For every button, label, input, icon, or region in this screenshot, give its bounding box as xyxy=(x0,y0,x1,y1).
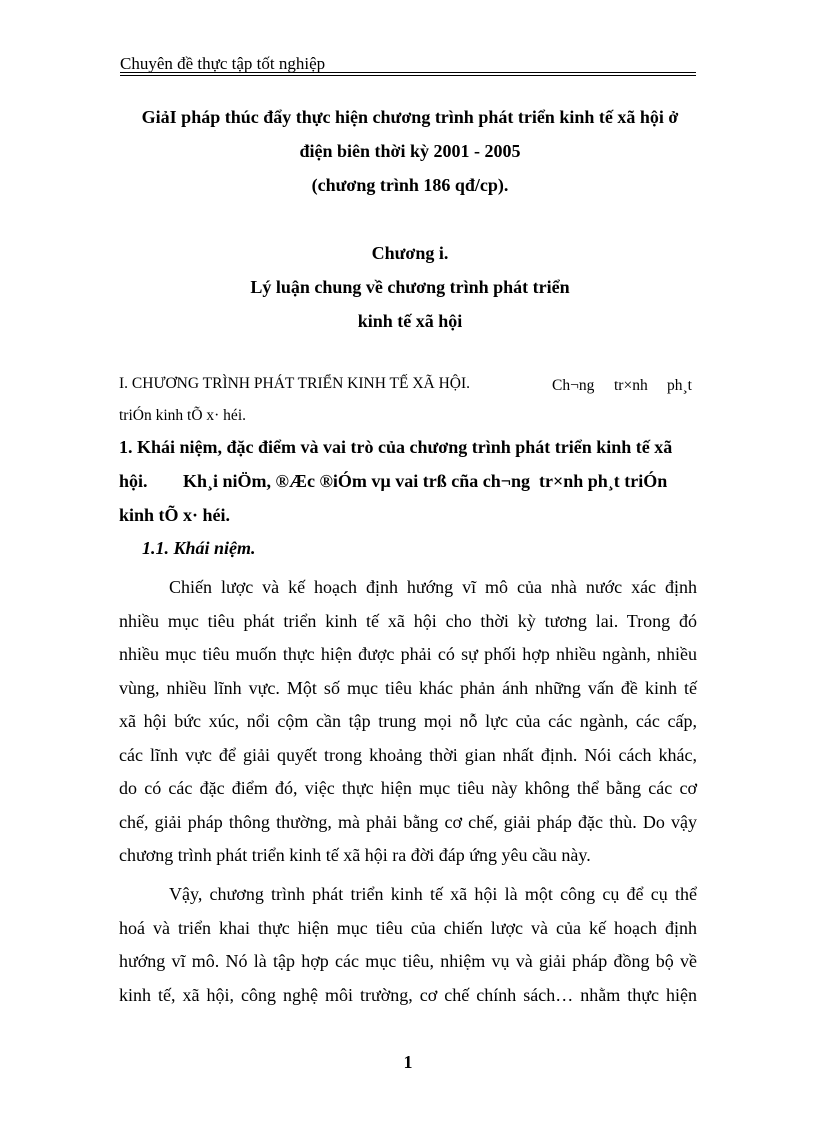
section-heading: I. CHƯƠNG TRÌNH PHÁT TRIỂN KINH TẾ XÃ HỘI. xyxy=(119,375,471,392)
header-rule xyxy=(120,72,696,76)
paragraph-2 xyxy=(119,878,697,1012)
running-header: Chuyên đề thực tập tốt nghiệp xyxy=(120,54,326,73)
paragraph-1-line: nhiều mục tiêu phát triển kinh tế xã hội cho thời kỳ tương lai. Trong đó xyxy=(119,610,697,631)
subsubsection-heading: 1.1. Khái niệm. xyxy=(142,538,256,558)
chapter-title-line-1: Lý luận chung về chương trình phát triển xyxy=(250,277,570,297)
paragraph-2-line: Vậy, chương trình phát triển kinh tế xã hội là một công cụ để cụ thể xyxy=(169,884,697,904)
subsection-heading-line-3: kinh tÕ x· héi. xyxy=(119,505,231,525)
chapter-label: Chương i. xyxy=(371,243,449,263)
paragraph-1-line: nhiều mục tiêu muốn thực hiện được phải có sự phối hợp nhiều ngành, nhiều xyxy=(119,644,697,664)
paragraph-1-line: chương trình phát triển kinh tế xã hội ra đời đáp ứng yêu cầu này. xyxy=(119,845,591,865)
subsection-heading-line-1: 1. Khái niệm, đặc điểm và vai trò của chương trình phát triển kinh tế xã xyxy=(119,437,673,457)
document-title xyxy=(100,100,720,202)
chapter-heading xyxy=(100,236,720,338)
title-line-3: (chương trình 186 qđ/cp). xyxy=(311,175,509,195)
subsection-heading-line-2b: Kh¸i niÖm, ®Æc ®iÓm vµ vai trß cña ch¬ng tr×nh ph¸t triÓn xyxy=(183,471,668,491)
section-garbled-line-2: triÓn kinh tÕ x· héi. xyxy=(119,407,246,424)
paragraph-1-line: Chiến lược và kế hoạch định hướng vĩ mô của nhà nước xác định xyxy=(169,577,697,597)
section-garbled-word-1: Ch¬ng xyxy=(552,377,595,394)
title-line-1: GiảI pháp thúc đẩy thực hiện chương trình phát triển kinh tế xã hội ở xyxy=(141,107,679,127)
page-number: 1 xyxy=(403,1052,413,1072)
subsection-heading-line-2a: hội. xyxy=(119,471,148,491)
section-garbled-word-2: tr×nh xyxy=(614,377,648,394)
paragraph-2-line: kinh tế, xã hội, công nghệ môi trường, cơ chế chính sách… nhằm thực hiện xyxy=(119,984,697,1005)
paragraph-1-line: do có các đặc điểm đó, việc thực hiện mục tiêu này không thể bằng các cơ xyxy=(119,778,697,798)
paragraph-1-line: xã hội bức xúc, nổi cộm cần tập trung mọi nỗ lực của các ngành, các cấp, xyxy=(119,711,697,731)
section-garbled-word-3: ph¸t xyxy=(667,377,692,394)
paragraph-1 xyxy=(119,571,697,873)
chapter-title-line-2: kinh tế xã hội xyxy=(357,311,463,331)
paragraph-1-line: các lĩnh vực để giải quyết trong khoảng thời gian nhất định. Nói cách khác, xyxy=(119,744,697,765)
paragraph-2-line: hướng vĩ mô. Nó là tập hợp các mục tiêu, nhiệm vụ và giải pháp đồng bộ về xyxy=(119,951,697,971)
paragraph-1-line: vùng, nhiều lĩnh vực. Một số mục tiêu khác phản ánh những vấn đề kinh tế xyxy=(119,677,697,698)
paragraph-2-line: hoá và triển khai thực hiện mục tiêu của chiến lược và của kế hoạch định xyxy=(119,917,697,938)
paragraph-1-line: chế, giải pháp thông thường, mà phải bằng cơ chế, giải pháp đặc thù. Do vậy xyxy=(119,811,697,832)
title-line-2: điện biên thời kỳ 2001 - 2005 xyxy=(299,141,521,161)
